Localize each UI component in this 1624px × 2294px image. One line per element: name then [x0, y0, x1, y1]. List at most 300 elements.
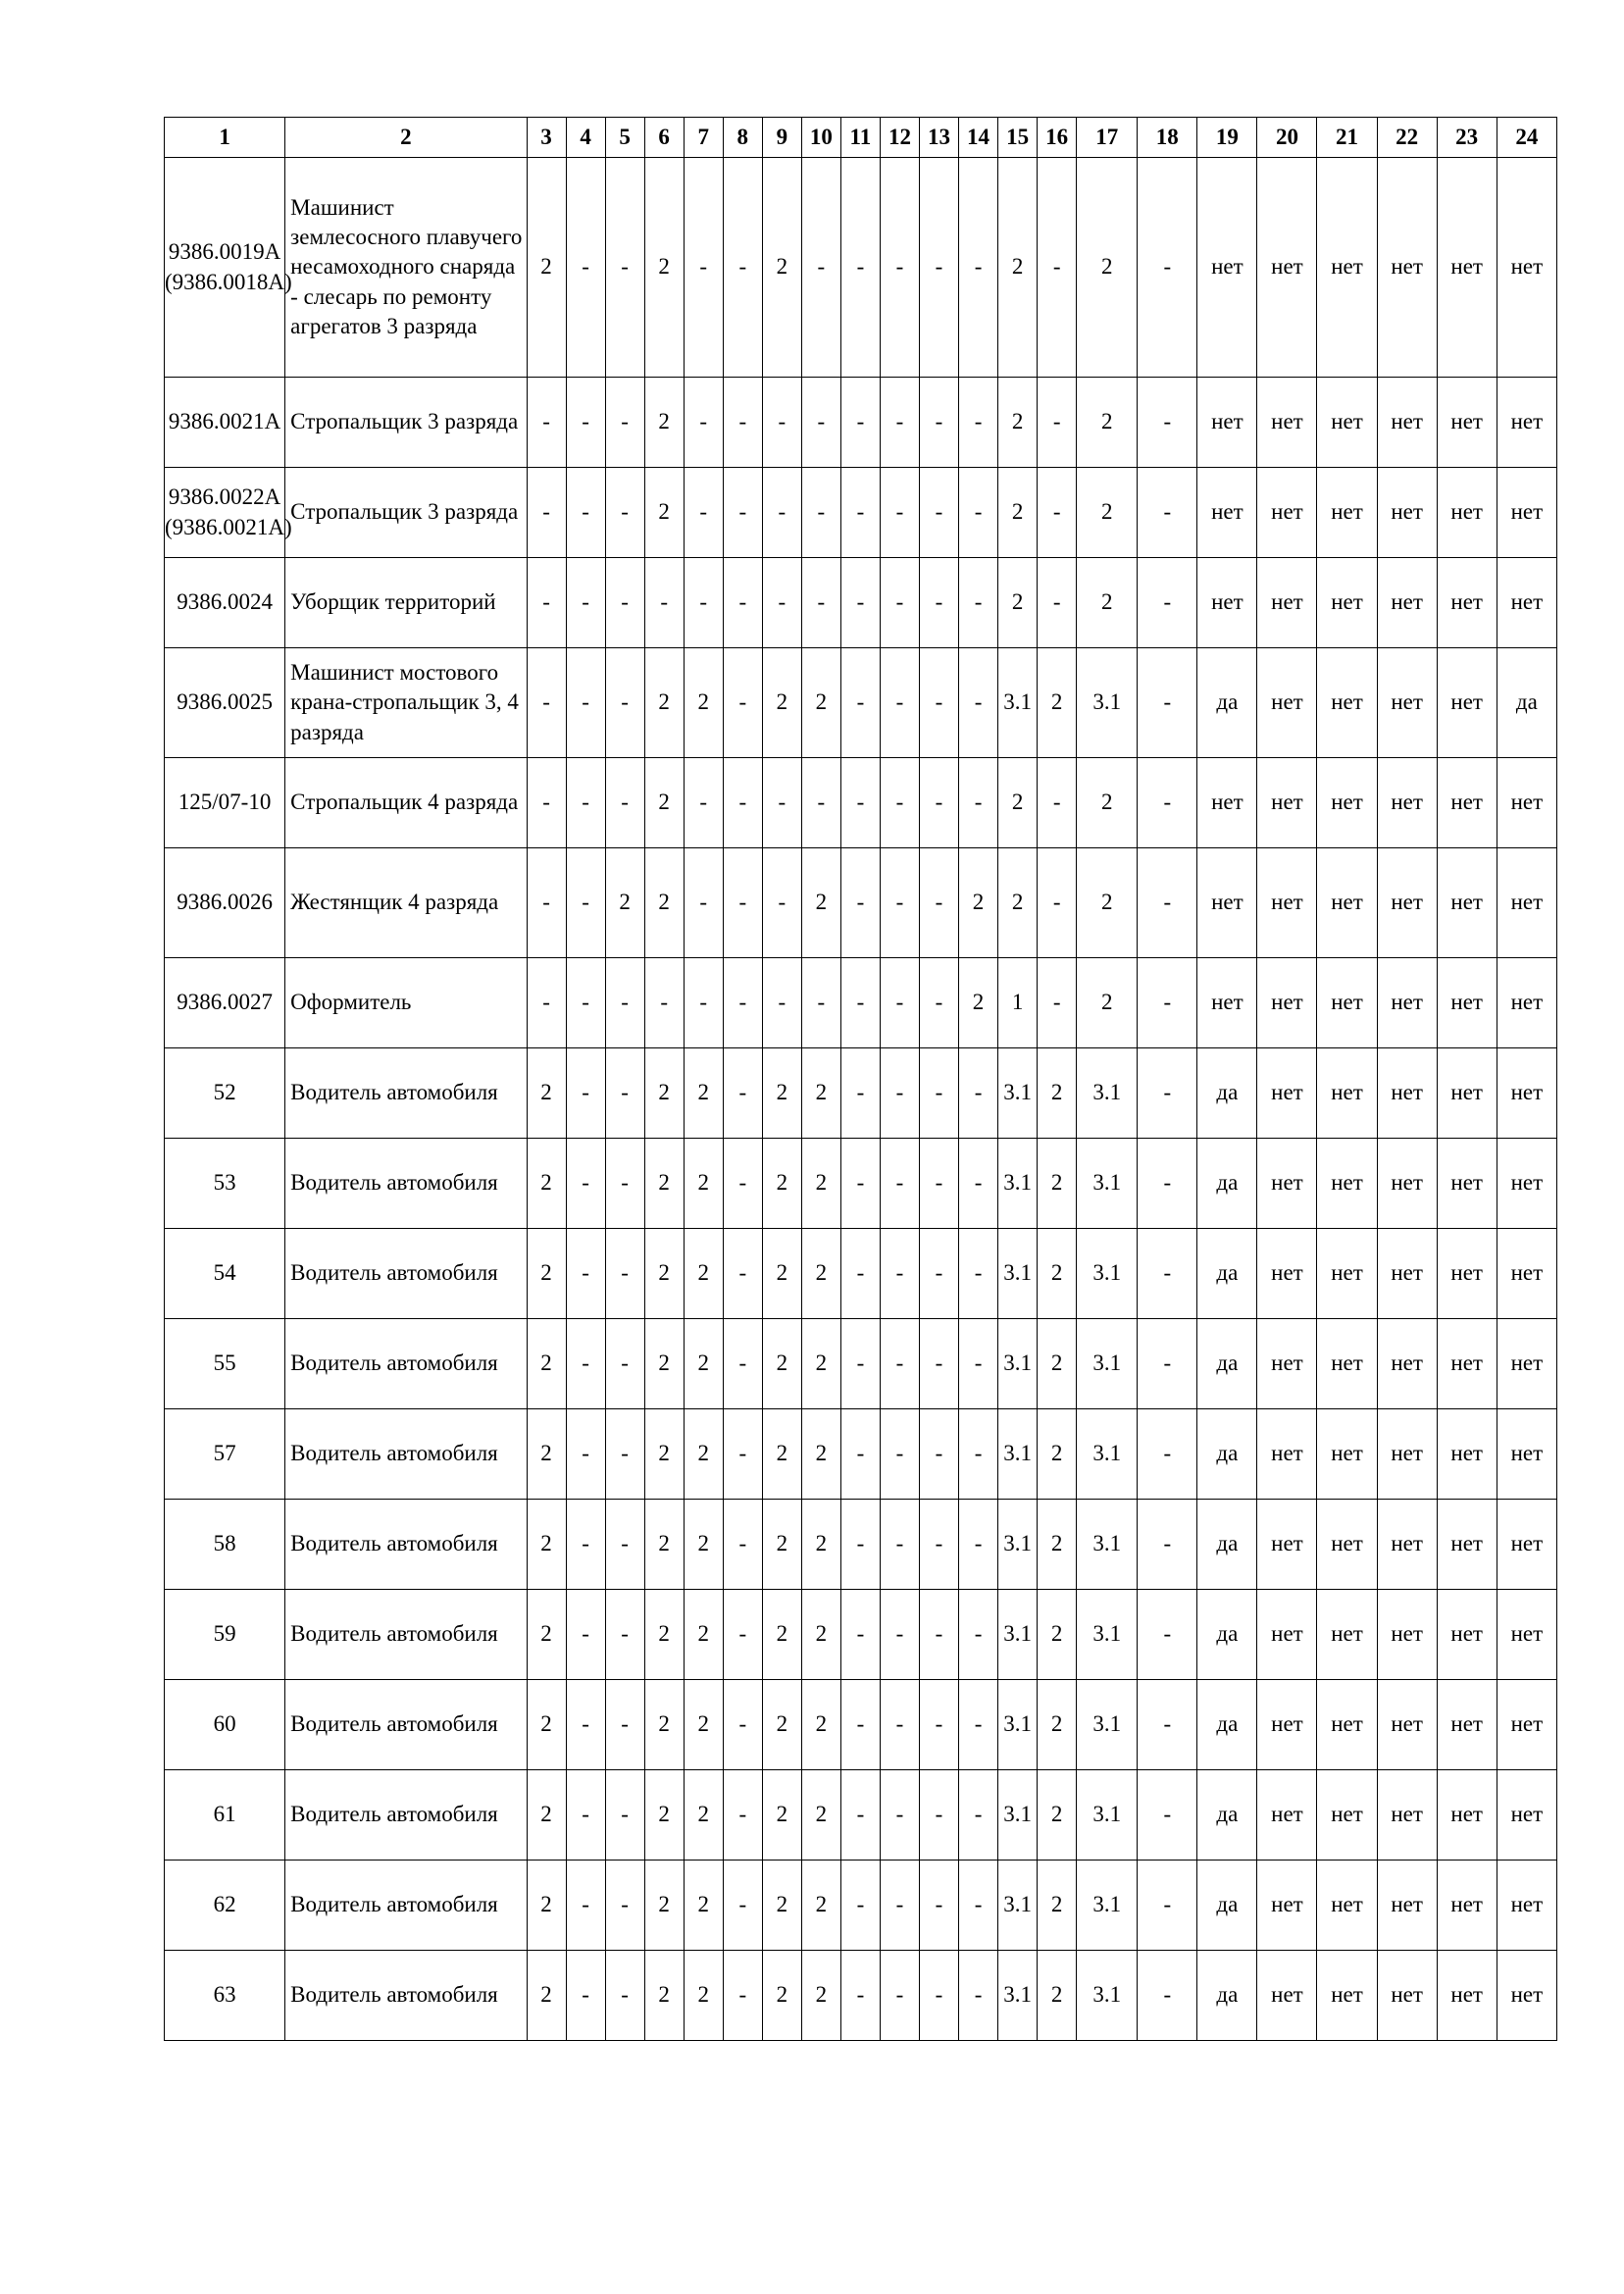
value-cell: 2: [998, 378, 1038, 468]
value-cell: -: [1138, 468, 1197, 558]
value-cell: 2: [527, 158, 566, 378]
value-cell: -: [566, 1229, 605, 1319]
table-row: [165, 1319, 1557, 1409]
position-name: Жестянщик 4 разряда: [285, 848, 527, 958]
value-cell: -: [1038, 378, 1077, 468]
table-row: [165, 1500, 1557, 1590]
value-cell: да: [1197, 1409, 1257, 1500]
value-cell: -: [959, 1861, 998, 1951]
value-cell: 2: [684, 1861, 723, 1951]
value-cell: 2: [801, 1500, 840, 1590]
value-cell: нет: [1257, 1229, 1317, 1319]
value-cell: -: [880, 378, 919, 468]
position-name: Водитель автомобиля: [285, 1680, 527, 1770]
column-header: 15: [998, 118, 1038, 158]
column-header: 7: [684, 118, 723, 158]
value-cell: -: [1038, 158, 1077, 378]
value-cell: -: [959, 558, 998, 648]
value-cell: -: [1138, 848, 1197, 958]
value-cell: 2: [1038, 648, 1077, 758]
value-cell: да: [1197, 1048, 1257, 1139]
value-cell: -: [762, 378, 801, 468]
value-cell: нет: [1317, 1229, 1377, 1319]
value-cell: -: [801, 558, 840, 648]
value-cell: нет: [1437, 848, 1497, 958]
value-cell: -: [1038, 558, 1077, 648]
column-header: 10: [801, 118, 840, 158]
value-cell: нет: [1257, 1048, 1317, 1139]
value-cell: -: [880, 1861, 919, 1951]
value-cell: 2: [644, 1319, 684, 1409]
value-cell: 2: [684, 1048, 723, 1139]
value-cell: нет: [1377, 378, 1437, 468]
workplace-code: 57: [165, 1409, 285, 1500]
value-cell: -: [801, 158, 840, 378]
value-cell: 2: [644, 1048, 684, 1139]
value-cell: нет: [1497, 378, 1556, 468]
value-cell: 2: [1038, 1229, 1077, 1319]
value-cell: 3.1: [998, 1500, 1038, 1590]
value-cell: нет: [1257, 1951, 1317, 2041]
workplace-code: 55: [165, 1319, 285, 1409]
value-cell: нет: [1437, 1409, 1497, 1500]
column-header: 2: [285, 118, 527, 158]
value-cell: -: [1138, 648, 1197, 758]
value-cell: -: [840, 1770, 880, 1861]
value-cell: -: [527, 958, 566, 1048]
value-cell: 2: [801, 1048, 840, 1139]
column-header: 6: [644, 118, 684, 158]
value-cell: нет: [1317, 1319, 1377, 1409]
value-cell: нет: [1317, 1861, 1377, 1951]
value-cell: нет: [1377, 1048, 1437, 1139]
value-cell: нет: [1257, 1680, 1317, 1770]
value-cell: -: [723, 958, 762, 1048]
table-row: [165, 1861, 1557, 1951]
column-header: 8: [723, 118, 762, 158]
value-cell: нет: [1437, 648, 1497, 758]
value-cell: 2: [1077, 958, 1138, 1048]
workplace-code: 125/07-10: [165, 758, 285, 848]
value-cell: нет: [1437, 1951, 1497, 2041]
value-cell: -: [684, 558, 723, 648]
value-cell: нет: [1317, 1500, 1377, 1590]
value-cell: 2: [998, 758, 1038, 848]
value-cell: -: [1138, 1139, 1197, 1229]
value-cell: -: [1138, 1590, 1197, 1680]
value-cell: 2: [762, 1319, 801, 1409]
value-cell: -: [1138, 1861, 1197, 1951]
value-cell: -: [880, 558, 919, 648]
value-cell: 2: [527, 1048, 566, 1139]
value-cell: -: [723, 1500, 762, 1590]
value-cell: -: [919, 1680, 958, 1770]
value-cell: -: [959, 1409, 998, 1500]
value-cell: 2: [1038, 1861, 1077, 1951]
value-cell: нет: [1377, 1770, 1437, 1861]
column-header: 19: [1197, 118, 1257, 158]
value-cell: да: [1197, 1680, 1257, 1770]
value-cell: нет: [1437, 1139, 1497, 1229]
value-cell: 2: [1077, 758, 1138, 848]
value-cell: -: [723, 378, 762, 468]
value-cell: нет: [1377, 1590, 1437, 1680]
value-cell: 2: [801, 1139, 840, 1229]
value-cell: 3.1: [998, 1139, 1038, 1229]
value-cell: -: [880, 1500, 919, 1590]
value-cell: 2: [644, 1861, 684, 1951]
value-cell: 2: [801, 1951, 840, 2041]
value-cell: -: [566, 1500, 605, 1590]
value-cell: -: [605, 1319, 644, 1409]
position-name: Машинист землесосного плавучего несамоходного снаряда - слесарь по ремонту агрегатов 3 разряда: [285, 158, 527, 378]
value-cell: 2: [998, 558, 1038, 648]
value-cell: 2: [762, 648, 801, 758]
value-cell: 3.1: [1077, 1139, 1138, 1229]
value-cell: -: [840, 1048, 880, 1139]
column-header: 11: [840, 118, 880, 158]
value-cell: 3.1: [1077, 1409, 1138, 1500]
value-cell: -: [880, 1048, 919, 1139]
value-cell: 2: [959, 958, 998, 1048]
value-cell: -: [880, 848, 919, 958]
value-cell: -: [959, 1319, 998, 1409]
value-cell: -: [840, 1861, 880, 1951]
value-cell: -: [605, 1139, 644, 1229]
value-cell: 2: [762, 1951, 801, 2041]
value-cell: 2: [644, 468, 684, 558]
value-cell: 3.1: [998, 1861, 1038, 1951]
value-cell: -: [880, 1770, 919, 1861]
value-cell: -: [840, 558, 880, 648]
value-cell: -: [605, 1500, 644, 1590]
value-cell: нет: [1257, 1770, 1317, 1861]
column-header: 14: [959, 118, 998, 158]
value-cell: нет: [1437, 158, 1497, 378]
value-cell: 2: [605, 848, 644, 958]
table-row: [165, 1951, 1557, 2041]
table-row: [165, 558, 1557, 648]
value-cell: 2: [527, 1229, 566, 1319]
position-name: Стропальщик 3 разряда: [285, 378, 527, 468]
value-cell: нет: [1377, 558, 1437, 648]
value-cell: -: [919, 1590, 958, 1680]
value-cell: да: [1197, 1139, 1257, 1229]
value-cell: -: [605, 378, 644, 468]
value-cell: -: [801, 378, 840, 468]
value-cell: 3.1: [1077, 1680, 1138, 1770]
value-cell: -: [840, 848, 880, 958]
value-cell: 3.1: [998, 1229, 1038, 1319]
value-cell: 3.1: [998, 1951, 1038, 2041]
value-cell: нет: [1437, 1861, 1497, 1951]
value-cell: нет: [1197, 558, 1257, 648]
value-cell: нет: [1197, 468, 1257, 558]
value-cell: 2: [644, 1229, 684, 1319]
value-cell: 2: [527, 1139, 566, 1229]
workplace-code: 9386.0024: [165, 558, 285, 648]
value-cell: да: [1197, 1319, 1257, 1409]
value-cell: 2: [801, 1861, 840, 1951]
value-cell: -: [959, 1229, 998, 1319]
value-cell: -: [880, 1409, 919, 1500]
column-header: 21: [1317, 118, 1377, 158]
value-cell: нет: [1377, 958, 1437, 1048]
value-cell: -: [840, 758, 880, 848]
value-cell: 2: [801, 1680, 840, 1770]
value-cell: -: [1138, 1229, 1197, 1319]
assessment-table: [164, 117, 1557, 2041]
value-cell: -: [801, 468, 840, 558]
value-cell: -: [880, 958, 919, 1048]
value-cell: нет: [1437, 558, 1497, 648]
value-cell: 2: [762, 1139, 801, 1229]
value-cell: -: [762, 848, 801, 958]
value-cell: 2: [801, 1409, 840, 1500]
value-cell: -: [762, 468, 801, 558]
value-cell: 2: [684, 648, 723, 758]
value-cell: -: [723, 758, 762, 848]
value-cell: 3.1: [1077, 1229, 1138, 1319]
value-cell: 2: [644, 1590, 684, 1680]
value-cell: нет: [1257, 648, 1317, 758]
value-cell: -: [566, 468, 605, 558]
value-cell: -: [880, 648, 919, 758]
value-cell: -: [919, 1409, 958, 1500]
value-cell: 2: [527, 1590, 566, 1680]
value-cell: -: [840, 1590, 880, 1680]
value-cell: -: [880, 468, 919, 558]
value-cell: нет: [1377, 848, 1437, 958]
value-cell: 2: [762, 1500, 801, 1590]
value-cell: 2: [801, 1319, 840, 1409]
value-cell: 2: [762, 1590, 801, 1680]
table-row: [165, 1680, 1557, 1770]
value-cell: нет: [1317, 1048, 1377, 1139]
value-cell: 2: [998, 468, 1038, 558]
value-cell: -: [1138, 558, 1197, 648]
value-cell: нет: [1437, 1590, 1497, 1680]
value-cell: 2: [644, 1500, 684, 1590]
value-cell: 3.1: [1077, 1500, 1138, 1590]
value-cell: -: [1138, 1680, 1197, 1770]
value-cell: -: [880, 758, 919, 848]
value-cell: -: [1138, 1951, 1197, 2041]
value-cell: -: [605, 1229, 644, 1319]
value-cell: нет: [1377, 1319, 1437, 1409]
value-cell: нет: [1437, 1680, 1497, 1770]
value-cell: -: [723, 1048, 762, 1139]
value-cell: 2: [1038, 1590, 1077, 1680]
value-cell: 2: [644, 758, 684, 848]
value-cell: -: [762, 758, 801, 848]
value-cell: 2: [1077, 158, 1138, 378]
value-cell: нет: [1317, 648, 1377, 758]
value-cell: -: [919, 1048, 958, 1139]
value-cell: 3.1: [998, 1770, 1038, 1861]
value-cell: 2: [1038, 1680, 1077, 1770]
value-cell: 2: [1077, 558, 1138, 648]
value-cell: 3.1: [1077, 648, 1138, 758]
value-cell: нет: [1257, 378, 1317, 468]
value-cell: -: [1138, 958, 1197, 1048]
value-cell: нет: [1497, 158, 1556, 378]
value-cell: 2: [1038, 1139, 1077, 1229]
value-cell: -: [1138, 758, 1197, 848]
value-cell: нет: [1497, 1409, 1556, 1500]
value-cell: -: [959, 1680, 998, 1770]
value-cell: -: [959, 378, 998, 468]
value-cell: -: [919, 558, 958, 648]
value-cell: -: [566, 958, 605, 1048]
value-cell: 2: [684, 1139, 723, 1229]
value-cell: нет: [1257, 1500, 1317, 1590]
value-cell: нет: [1317, 468, 1377, 558]
value-cell: -: [684, 958, 723, 1048]
value-cell: -: [919, 158, 958, 378]
value-cell: -: [1038, 848, 1077, 958]
value-cell: нет: [1377, 1951, 1437, 2041]
value-cell: -: [605, 1409, 644, 1500]
value-cell: 3.1: [1077, 1951, 1138, 2041]
value-cell: 2: [1038, 1951, 1077, 2041]
value-cell: -: [566, 1770, 605, 1861]
value-cell: -: [919, 468, 958, 558]
value-cell: нет: [1257, 1409, 1317, 1500]
value-cell: -: [959, 1951, 998, 2041]
workplace-code: 9386.0019А (9386.0018А): [165, 158, 285, 378]
value-cell: -: [959, 758, 998, 848]
value-cell: 2: [644, 1139, 684, 1229]
value-cell: -: [840, 1951, 880, 2041]
value-cell: -: [880, 1951, 919, 2041]
value-cell: -: [723, 468, 762, 558]
value-cell: -: [684, 848, 723, 958]
value-cell: -: [723, 1409, 762, 1500]
table-row: [165, 158, 1557, 378]
value-cell: нет: [1497, 1861, 1556, 1951]
value-cell: -: [919, 958, 958, 1048]
workplace-code: 9386.0022А (9386.0021А): [165, 468, 285, 558]
column-header: 22: [1377, 118, 1437, 158]
value-cell: -: [919, 648, 958, 758]
value-cell: -: [880, 1229, 919, 1319]
value-cell: -: [959, 1770, 998, 1861]
position-name: Водитель автомобиля: [285, 1229, 527, 1319]
value-cell: 2: [1077, 468, 1138, 558]
value-cell: да: [1197, 1861, 1257, 1951]
value-cell: 2: [762, 1048, 801, 1139]
value-cell: -: [762, 958, 801, 1048]
workplace-code: 52: [165, 1048, 285, 1139]
value-cell: 2: [684, 1229, 723, 1319]
table-row: [165, 1229, 1557, 1319]
value-cell: 2: [684, 1319, 723, 1409]
table-row: [165, 468, 1557, 558]
value-cell: -: [959, 1590, 998, 1680]
table-row: [165, 378, 1557, 468]
value-cell: -: [840, 1139, 880, 1229]
value-cell: -: [723, 1590, 762, 1680]
position-name: Водитель автомобиля: [285, 1139, 527, 1229]
value-cell: -: [1038, 758, 1077, 848]
value-cell: нет: [1197, 758, 1257, 848]
value-cell: да: [1197, 1229, 1257, 1319]
value-cell: -: [684, 378, 723, 468]
value-cell: -: [723, 1951, 762, 2041]
value-cell: -: [566, 848, 605, 958]
column-header: 4: [566, 118, 605, 158]
value-cell: 3.1: [1077, 1048, 1138, 1139]
value-cell: 2: [1038, 1770, 1077, 1861]
value-cell: -: [605, 468, 644, 558]
value-cell: -: [605, 648, 644, 758]
value-cell: 2: [762, 1229, 801, 1319]
value-cell: нет: [1317, 558, 1377, 648]
value-cell: 3.1: [1077, 1319, 1138, 1409]
value-cell: -: [527, 468, 566, 558]
value-cell: нет: [1497, 1319, 1556, 1409]
value-cell: -: [801, 958, 840, 1048]
workplace-code: 60: [165, 1680, 285, 1770]
value-cell: нет: [1257, 558, 1317, 648]
value-cell: -: [1138, 158, 1197, 378]
value-cell: да: [1197, 1770, 1257, 1861]
value-cell: -: [723, 1229, 762, 1319]
value-cell: нет: [1497, 1048, 1556, 1139]
value-cell: 2: [644, 848, 684, 958]
value-cell: -: [880, 1139, 919, 1229]
value-cell: нет: [1497, 558, 1556, 648]
value-cell: 2: [1038, 1319, 1077, 1409]
value-cell: -: [527, 648, 566, 758]
value-cell: нет: [1257, 468, 1317, 558]
value-cell: нет: [1437, 1048, 1497, 1139]
value-cell: 2: [762, 1680, 801, 1770]
value-cell: нет: [1317, 378, 1377, 468]
value-cell: -: [919, 848, 958, 958]
table-row: [165, 1770, 1557, 1861]
value-cell: нет: [1497, 1770, 1556, 1861]
value-cell: -: [840, 1229, 880, 1319]
value-cell: нет: [1257, 1861, 1317, 1951]
value-cell: нет: [1377, 468, 1437, 558]
value-cell: -: [919, 1319, 958, 1409]
value-cell: -: [605, 558, 644, 648]
value-cell: 2: [998, 158, 1038, 378]
value-cell: -: [566, 1951, 605, 2041]
value-cell: -: [723, 1139, 762, 1229]
value-cell: -: [880, 158, 919, 378]
value-cell: 2: [1038, 1500, 1077, 1590]
value-cell: -: [880, 1590, 919, 1680]
value-cell: 2: [998, 848, 1038, 958]
value-cell: нет: [1497, 848, 1556, 958]
value-cell: нет: [1317, 1770, 1377, 1861]
value-cell: -: [527, 378, 566, 468]
value-cell: нет: [1497, 1229, 1556, 1319]
position-name: Водитель автомобиля: [285, 1861, 527, 1951]
value-cell: да: [1197, 648, 1257, 758]
value-cell: нет: [1377, 648, 1437, 758]
value-cell: 2: [527, 1861, 566, 1951]
position-name: Водитель автомобиля: [285, 1951, 527, 2041]
value-cell: нет: [1437, 468, 1497, 558]
value-cell: нет: [1257, 1139, 1317, 1229]
value-cell: нет: [1377, 1861, 1437, 1951]
value-cell: -: [840, 1319, 880, 1409]
value-cell: -: [959, 648, 998, 758]
